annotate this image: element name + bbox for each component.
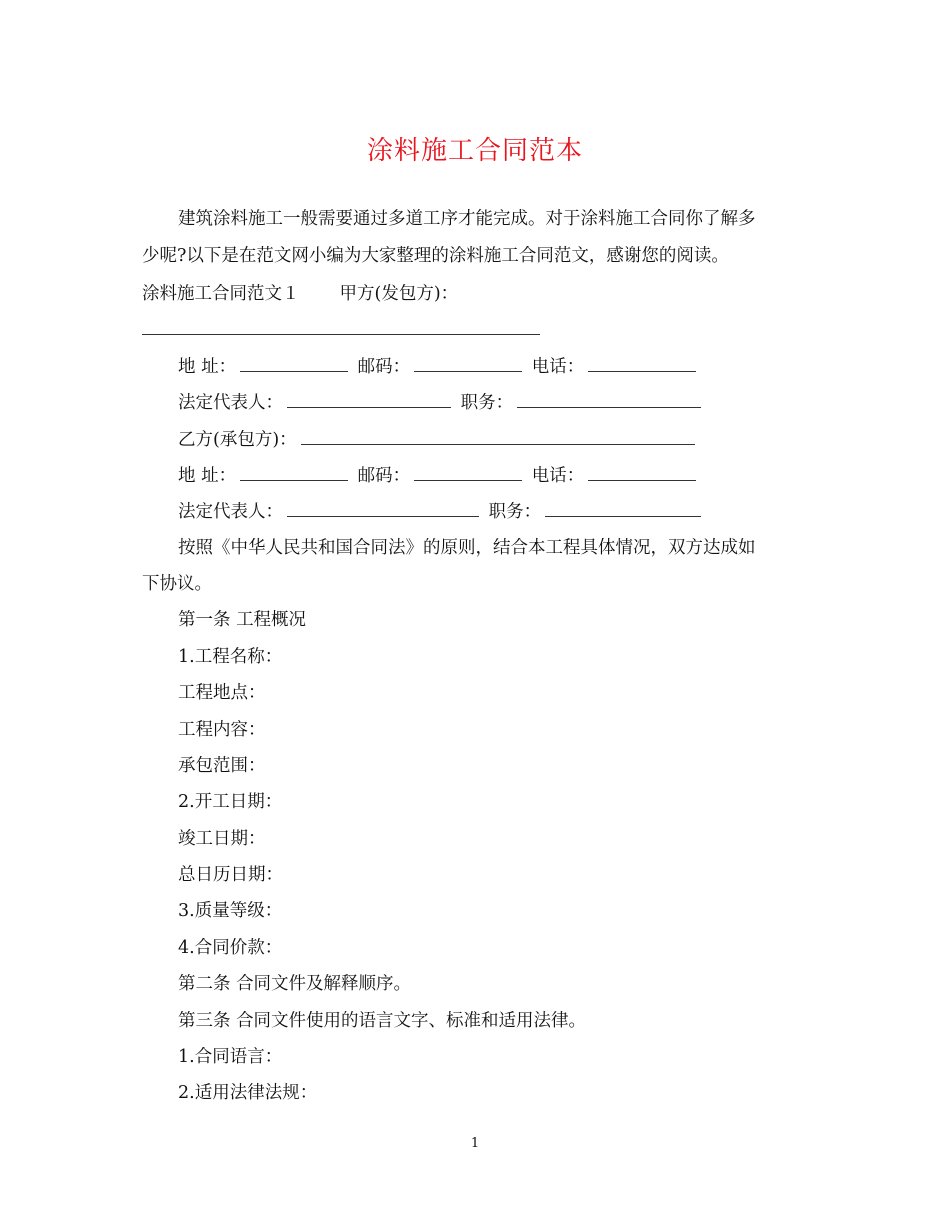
page-number: 1 [470, 1136, 480, 1151]
party-a-postcode-blank [414, 355, 522, 372]
clause-line: 3.质量等级： [178, 901, 283, 921]
party-a-phone-label: 电话： [531, 357, 585, 377]
party-b-address-row [178, 464, 700, 487]
party-b-postcode-label: 邮码： [357, 466, 411, 486]
clause-line: 第三条 合同文件使用的语言文字、标准和适用法律。 [178, 1011, 587, 1031]
clause-line: 4.合同价款： [178, 938, 283, 958]
party-b-name-blank [301, 428, 695, 445]
party-b-title-label: 职务： [488, 502, 542, 522]
party-b-address-label: 地 址： [178, 466, 237, 486]
clause-line: 2.开工日期： [178, 792, 283, 812]
agreement-line-1: 按照《中华人民共和国合同法》的原则，结合本工程具体情况，双方达成如 [178, 538, 756, 558]
party-b-label: 乙方(承包方)： [178, 430, 297, 450]
party-b-phone-blank [588, 464, 696, 481]
party-a-label: 甲方(发包方)： [339, 284, 459, 304]
party-a-name-blank [142, 318, 540, 335]
sample-heading: 涂料施工合同范文１ [142, 284, 300, 304]
party-b-rep-blank [287, 500, 479, 517]
party-a-rep-label: 法定代表人： [178, 393, 283, 413]
clause-line: 第一条 工程概况 [178, 610, 307, 630]
party-b-phone-label: 电话： [531, 466, 585, 486]
party-b-rep-row [178, 500, 705, 523]
clause-line: 承包范围： [178, 756, 266, 776]
clause-line: 工程地点： [178, 683, 266, 703]
party-a-phone-blank [588, 355, 696, 372]
party-b-address-blank [240, 464, 348, 481]
document-title: 涂料施工合同范本 [366, 136, 583, 166]
party-a-name-row [142, 318, 544, 341]
clause-line: 1.合同语言： [178, 1047, 283, 1067]
clause-line: 竣工日期： [178, 829, 266, 849]
clause-line: 1.工程名称： [178, 647, 283, 667]
sample-heading-row [142, 283, 458, 305]
party-a-rep-row [178, 391, 705, 414]
clause-line: 总日历日期： [178, 865, 283, 885]
clause-line: 第二条 合同文件及解释顺序。 [178, 974, 412, 994]
party-a-address-blank [240, 355, 348, 372]
intro-line-2: 少呢?以下是在范文网小编为大家整理的涂料施工合同范文，感谢您的阅读。 [142, 246, 729, 266]
party-a-title-label: 职务： [460, 393, 514, 413]
party-a-address-label: 地 址： [178, 357, 237, 377]
party-a-address-row [178, 355, 700, 378]
party-a-rep-blank [287, 391, 451, 408]
agreement-line-2: 下协议。 [142, 574, 212, 594]
party-b-title-blank [545, 500, 701, 517]
party-b-row [178, 428, 699, 451]
party-a-title-blank [517, 391, 701, 408]
clause-line: 工程内容： [178, 720, 266, 740]
party-a-postcode-label: 邮码： [357, 357, 411, 377]
party-b-postcode-blank [414, 464, 522, 481]
intro-line-1: 建筑涂料施工一般需要通过多道工序才能完成。对于涂料施工合同你了解多 [178, 209, 756, 229]
party-b-rep-label: 法定代表人： [178, 502, 283, 522]
clause-line: 2.适用法律法规： [178, 1083, 318, 1103]
